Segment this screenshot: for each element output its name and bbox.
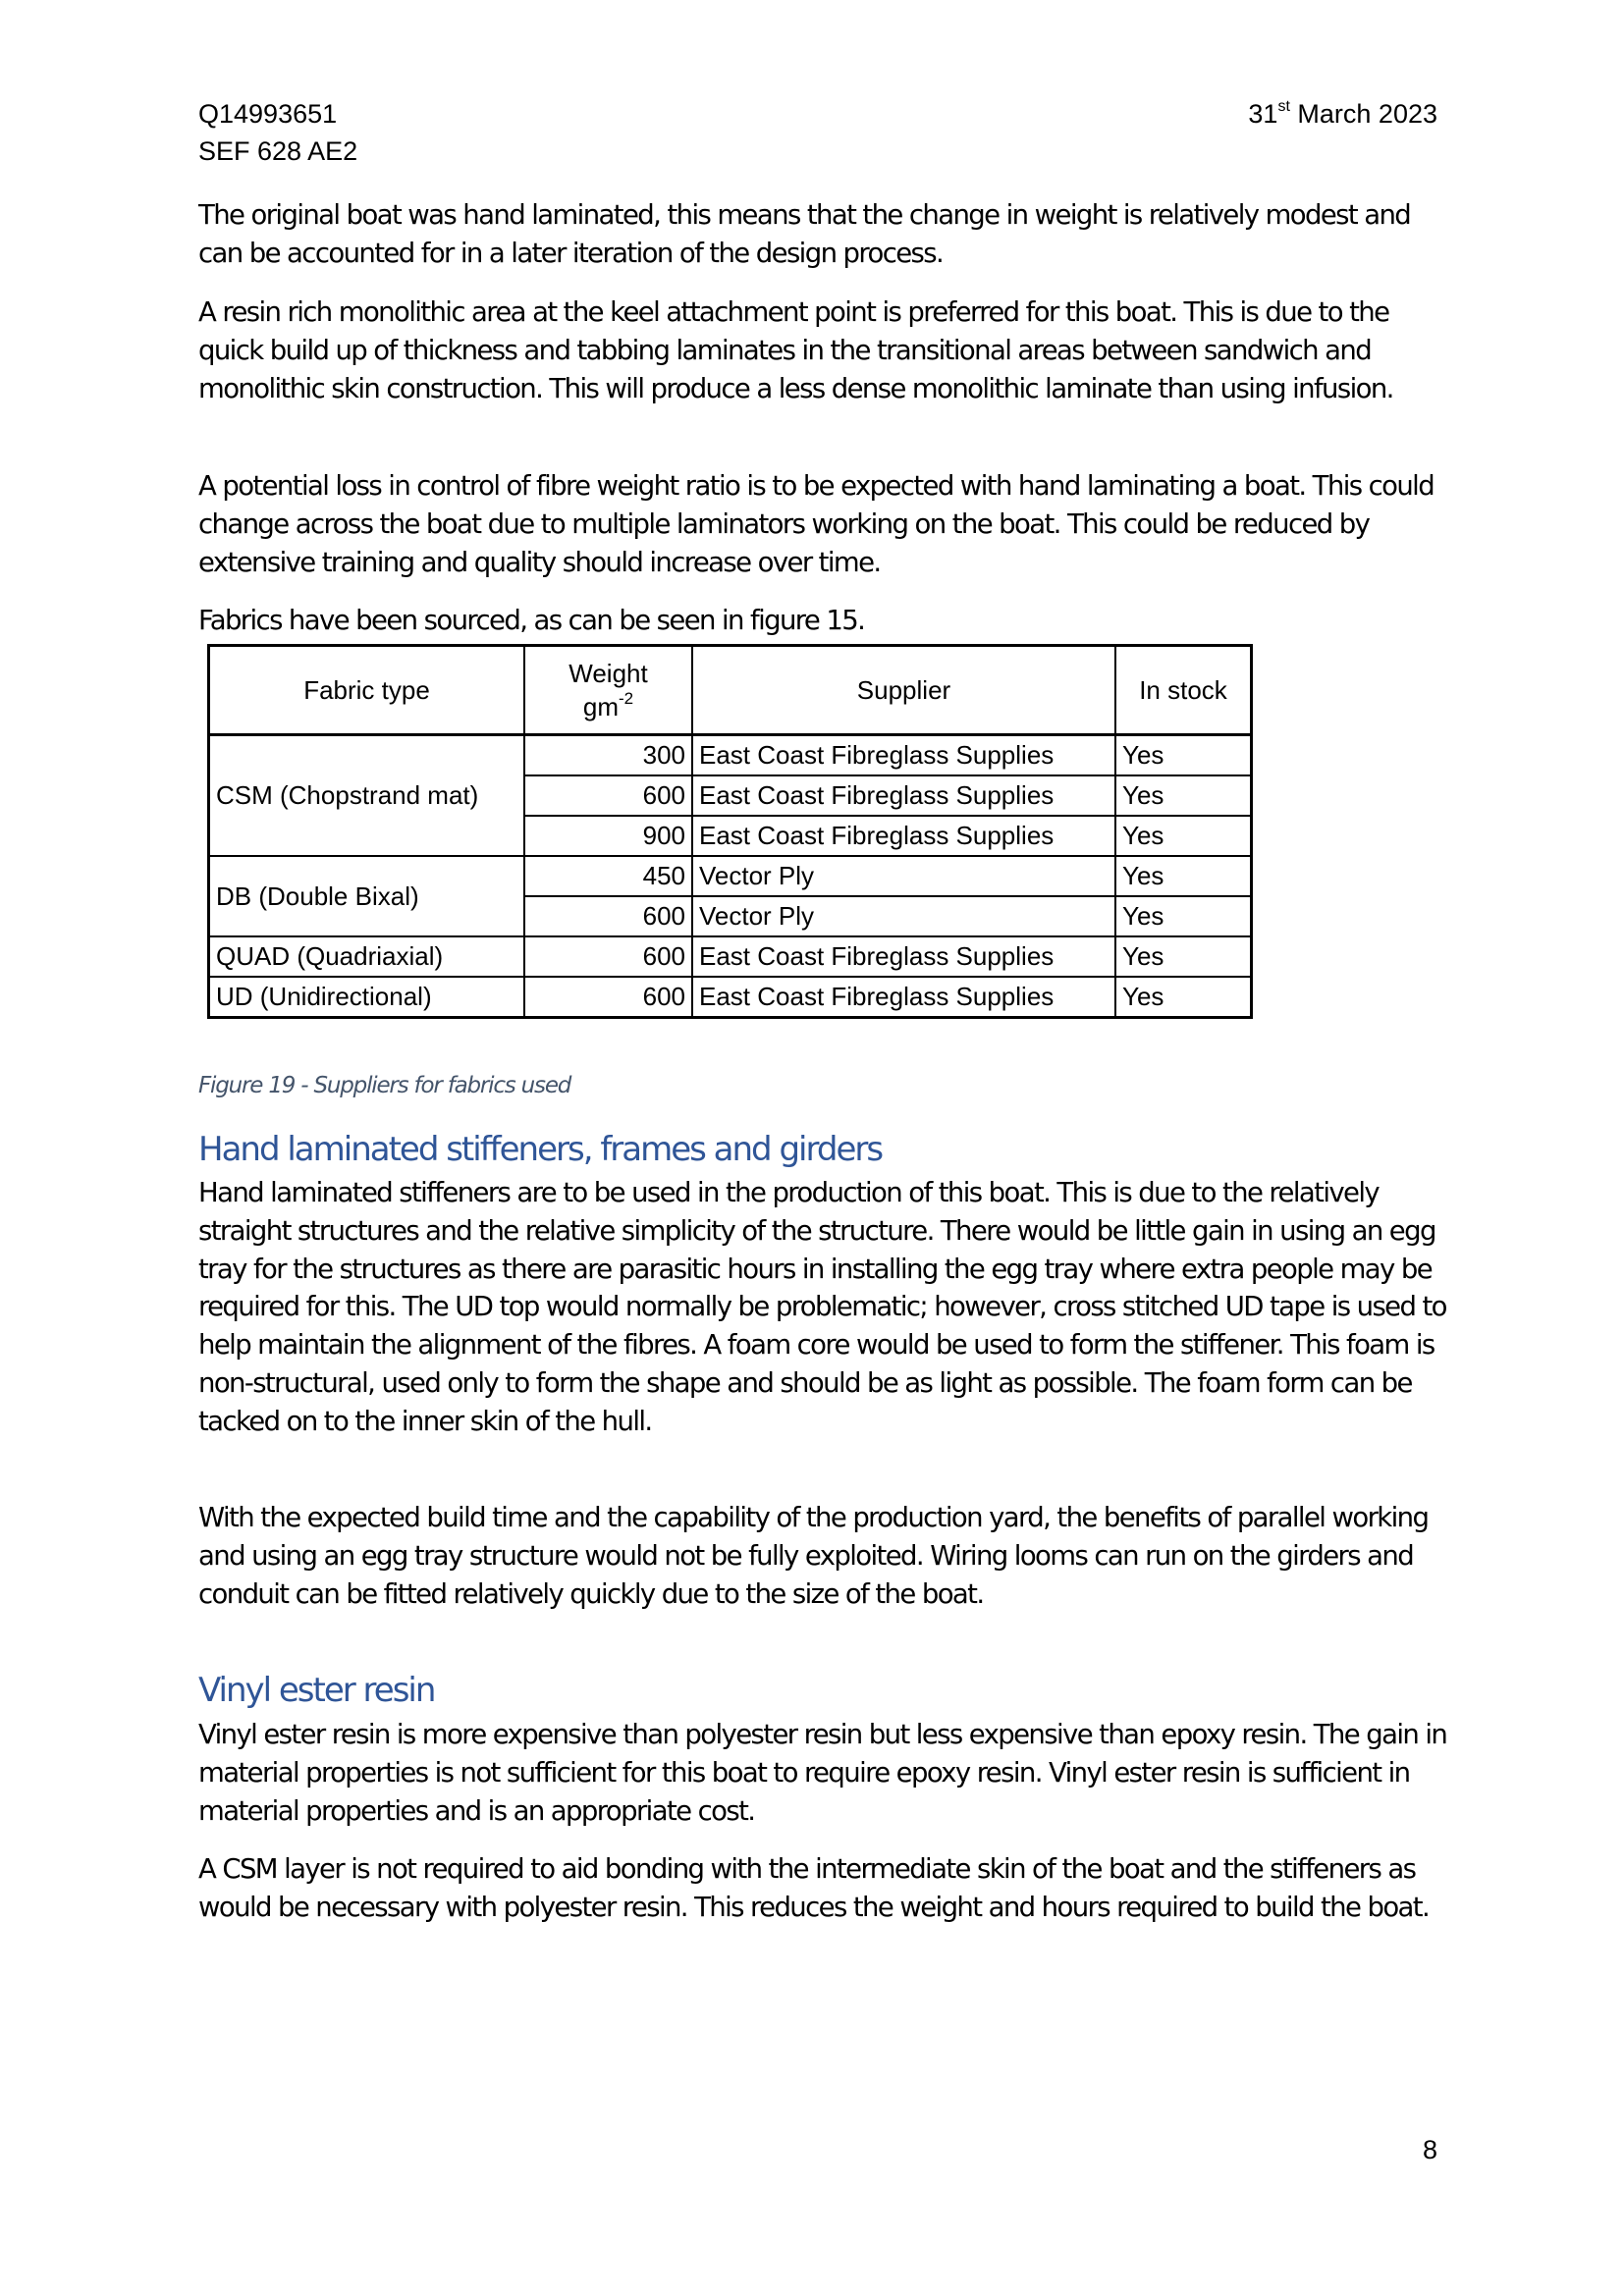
supplier-cell: East Coast Fibreglass Supplies: [692, 977, 1115, 1018]
section-heading-stiffeners: Hand laminated stiffeners, frames and girders: [198, 1130, 883, 1169]
paragraph-text: Hand laminated stiffeners are to be used in the production of this boat. This is due to the relatively straight structures and the relative simplicity of the structure. There would be little gain in using an egg tray for the structures as there are parasitic hours in installing the egg tray where extra people may be required for this. The UD top would normally be problematic; however, cross stitched UD tape is used to help maintain the alignment of the fibres. A foam core would be used to form the stiffener. This foam is non-structural, used only to form the shape and should be as light as possible. The foam form can be tacked on to the inner skin of the hull.: [198, 1177, 1446, 1437]
date-suffix: st: [1277, 98, 1290, 115]
resin-paragraph-2: [198, 1850, 1450, 1927]
table-row: [209, 936, 1252, 977]
weight-cell: 600: [524, 936, 692, 977]
date-rest: March 2023: [1289, 99, 1437, 129]
paragraph-text: The original boat was hand laminated, this means that the change in weight is relatively modest and can be accounted for in a later iteration of the design process.: [198, 199, 1411, 269]
intro-paragraph-3: [198, 467, 1450, 581]
paragraph-text: With the expected build time and the capability of the production yard, the benefits of parallel working and using an egg tray structure would not be fully exploited. Wiring looms can run on the girders and conduit can be fitted relatively quickly due to the size of the boat.: [198, 1502, 1429, 1610]
weight-cell: 600: [524, 896, 692, 936]
weight-cell: 600: [524, 775, 692, 816]
stiffeners-paragraph-2: [198, 1499, 1450, 1613]
page-number: 8: [1422, 2135, 1437, 2164]
in-stock-cell: Yes: [1115, 936, 1252, 977]
resin-paragraph-1: [198, 1716, 1450, 1830]
paragraph-text: A CSM layer is not required to aid bonding with the intermediate skin of the boat and the stiffeners as would be necessary with polyester resin. This reduces the weight and hours required to build the boat.: [198, 1853, 1430, 1923]
weight-unit-exponent: -2: [619, 689, 634, 708]
weight-unit-text: gm: [582, 692, 619, 721]
intro-paragraph-4: [198, 602, 1450, 640]
module-code: SEF 628 AE2: [198, 136, 358, 166]
paragraph-text: Vinyl ester resin is more expensive than polyester resin but less expensive than epoxy resin. The gain in material properties is not sufficient for this boat to require epoxy resin. Vinyl ester resin is sufficient in material properties and is an appropriate cost.: [198, 1719, 1447, 1827]
intro-paragraph-2: [198, 294, 1450, 407]
date-day: 31: [1248, 99, 1278, 129]
header-in-stock: In stock: [1115, 646, 1252, 735]
fabrics-supplier-table: [207, 644, 1253, 1019]
intro-paragraph-1: [198, 196, 1450, 273]
supplier-cell: East Coast Fibreglass Supplies: [692, 775, 1115, 816]
supplier-cell: Vector Ply: [692, 856, 1115, 896]
fabric-type-cell: DB (Double Bixal): [209, 856, 525, 936]
header-weight-label: Weight: [568, 659, 648, 688]
supplier-cell: East Coast Fibreglass Supplies: [692, 735, 1115, 776]
page-header-left: [198, 95, 357, 170]
paragraph-text: A potential loss in control of fibre weight ratio is to be expected with hand laminating a boat. This could change across the boat due to multiple laminators working on the boat. This could be reduced by extensive training and quality should increase over time.: [198, 470, 1435, 578]
in-stock-cell: Yes: [1115, 896, 1252, 936]
table-row: [209, 735, 1252, 776]
supplier-cell: East Coast Fibreglass Supplies: [692, 816, 1115, 856]
supplier-cell: East Coast Fibreglass Supplies: [692, 936, 1115, 977]
table-row: [209, 856, 1252, 896]
fabric-type-cell: CSM (Chopstrand mat): [209, 735, 525, 857]
header-weight-unit: [531, 690, 685, 723]
stiffeners-paragraph-1: [198, 1174, 1450, 1441]
weight-cell: 900: [524, 816, 692, 856]
in-stock-cell: Yes: [1115, 816, 1252, 856]
section-heading-resin: Vinyl ester resin: [198, 1671, 435, 1710]
header-supplier: Supplier: [692, 646, 1115, 735]
weight-cell: 300: [524, 735, 692, 776]
header-fabric-type: Fabric type: [209, 646, 525, 735]
figure-caption: Figure 19 - Suppliers for fabrics used: [198, 1073, 571, 1098]
paragraph-text: A resin rich monolithic area at the keel attachment point is preferred for this boat. This is due to the quick build up of thickness and tabbing laminates in the transitional areas between sandwich and monolithic skin construction. This will produce a less dense monolithic laminate than using infusion.: [198, 296, 1393, 404]
fabric-type-cell: QUAD (Quadriaxial): [209, 936, 525, 977]
in-stock-cell: Yes: [1115, 735, 1252, 776]
fabric-type-cell: UD (Unidirectional): [209, 977, 525, 1018]
supplier-cell: Vector Ply: [692, 896, 1115, 936]
page-header-date: [1248, 95, 1437, 133]
header-weight: [524, 646, 692, 735]
in-stock-cell: Yes: [1115, 977, 1252, 1018]
weight-cell: 600: [524, 977, 692, 1018]
table-header-row: [209, 646, 1252, 735]
table-row: [209, 977, 1252, 1018]
in-stock-cell: Yes: [1115, 775, 1252, 816]
weight-cell: 450: [524, 856, 692, 896]
student-id: Q14993651: [198, 99, 338, 129]
in-stock-cell: Yes: [1115, 856, 1252, 896]
paragraph-text: Fabrics have been sourced, as can be seen in figure 15.: [198, 605, 865, 636]
